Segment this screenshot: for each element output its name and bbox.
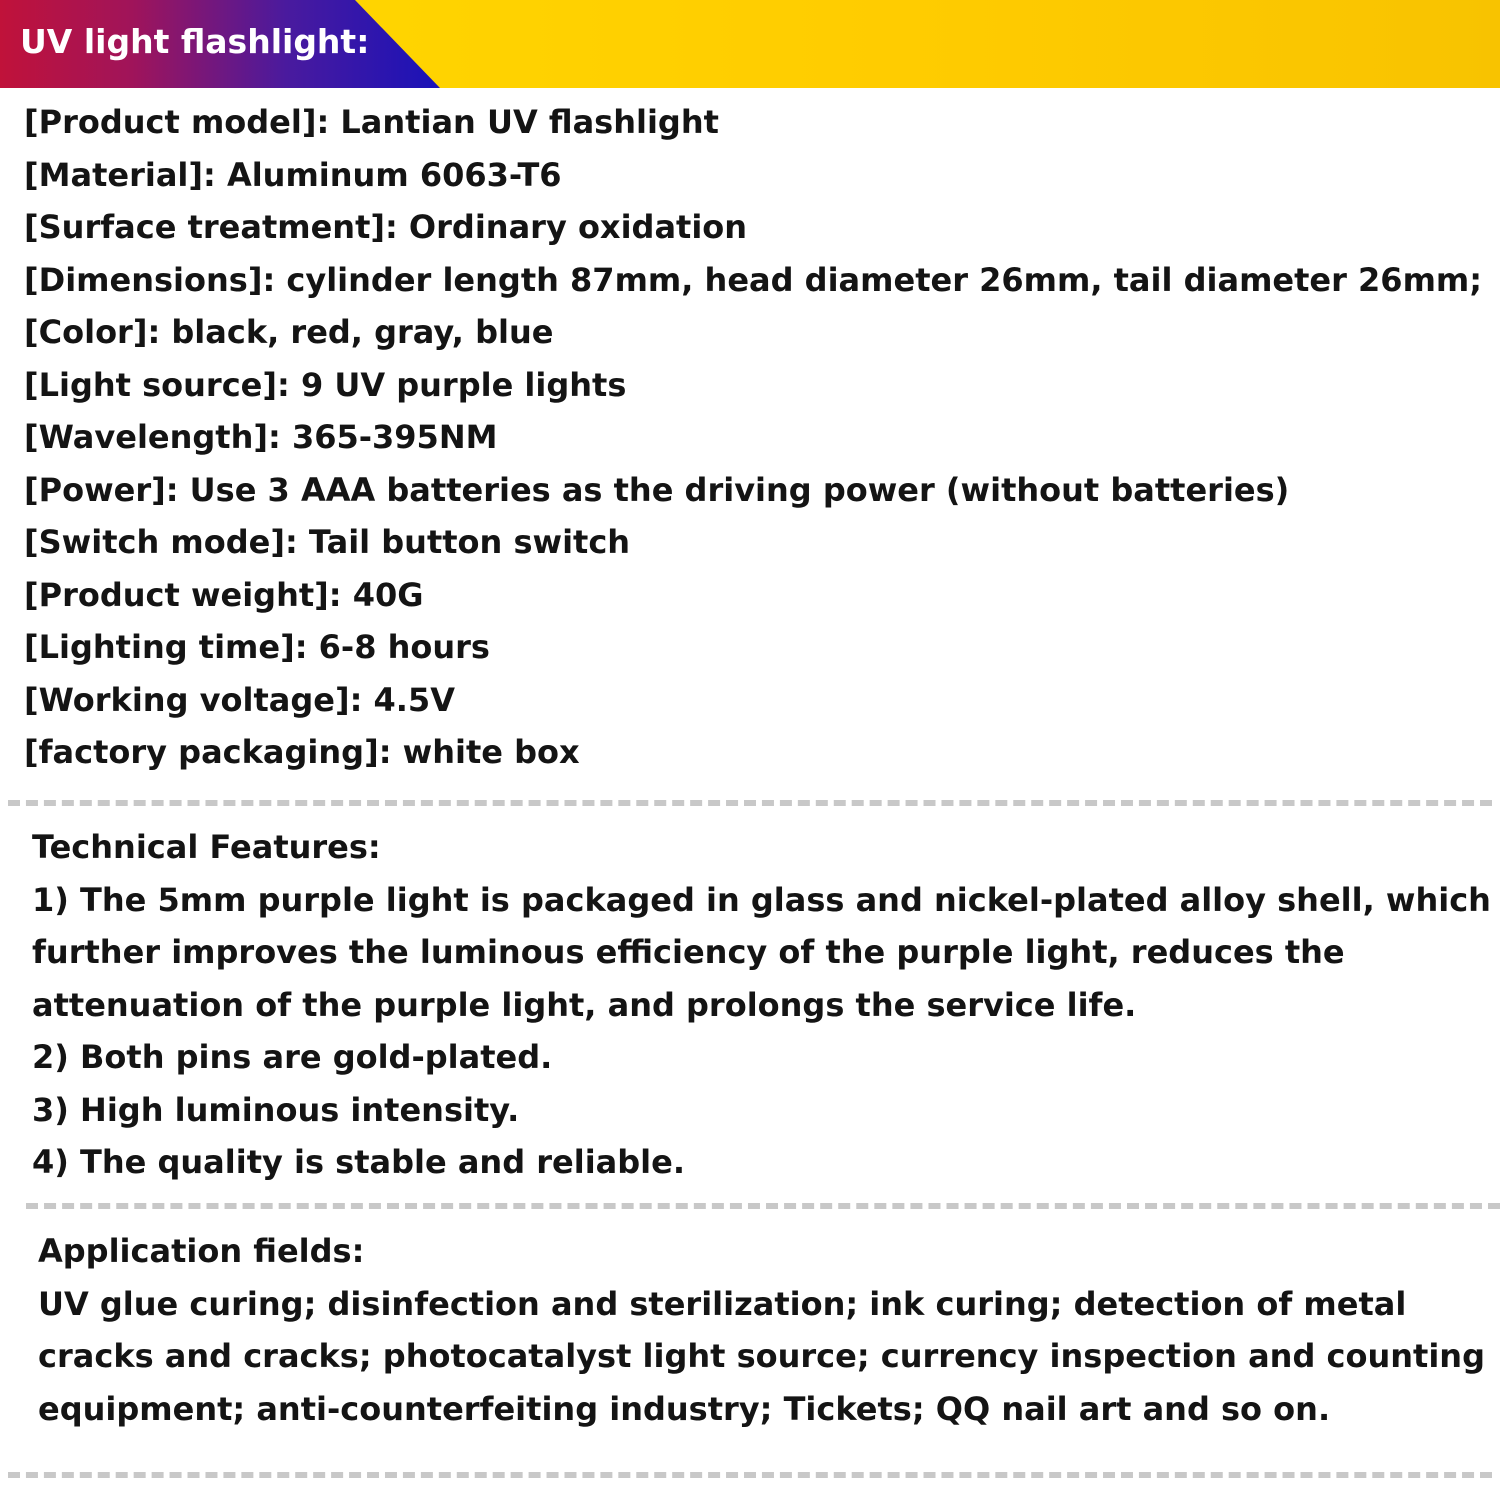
- feature-line: 4) The quality is stable and reliable.: [32, 1143, 685, 1181]
- application-line: cracks and cracks; photocatalyst light source; currency inspection and counting: [38, 1337, 1485, 1375]
- technical-features-section: [32, 821, 1491, 1189]
- spec-working-voltage: [Working voltage]: 4.5V: [24, 680, 455, 719]
- spec-power: [Power]: Use 3 AAA batteries as the driving power (without batteries): [24, 470, 1290, 509]
- spec-switch-mode: [Switch mode]: Tail button switch: [24, 523, 631, 561]
- spec-surface-treatment: [Surface treatment]: Ordinary oxidation: [24, 208, 748, 246]
- feature-line: further improves the luminous efficiency of the purple light, reduces the: [32, 933, 1345, 971]
- feature-line: 3) High luminous intensity.: [32, 1090, 520, 1129]
- spec-product-model: [Product model]: Lantian UV flashlight: [24, 103, 719, 141]
- spec-wavelength: [Wavelength]: 365-395NM: [24, 418, 498, 456]
- feature-line: 1) The 5mm purple light is packaged in glass and nickel-plated alloy shell, which: [32, 880, 1491, 919]
- spec-dimensions: [Dimensions]: cylinder length 87mm, head diameter 26mm, tail diameter 26mm;: [24, 260, 1483, 299]
- spec-product-weight: [Product weight]: 40G: [24, 575, 424, 614]
- applications-heading: Application fields:: [38, 1232, 365, 1270]
- spec-material: [Material]: Aluminum 6063-T6: [24, 155, 562, 194]
- spec-lighting-time: [Lighting time]: 6-8 hours: [24, 628, 490, 666]
- feature-line: 2) Both pins are gold-plated.: [32, 1038, 553, 1076]
- section-divider: [8, 800, 1492, 806]
- features-heading: Technical Features:: [32, 828, 381, 866]
- application-line: equipment; anti-counterfeiting industry; Tickets; QQ nail art and so on.: [38, 1389, 1331, 1428]
- section-divider: [8, 1472, 1492, 1478]
- spec-color: [Color]: black, red, gray, blue: [24, 313, 554, 351]
- section-divider: [26, 1203, 1500, 1209]
- page-title: UV light flashlight:: [20, 22, 370, 61]
- spec-list: [24, 96, 1484, 779]
- feature-line: attenuation of the purple light, and prolongs the service life.: [32, 985, 1137, 1024]
- spec-factory-packaging: [factory packaging]: white box: [24, 733, 580, 771]
- spec-light-source: [Light source]: 9 UV purple lights: [24, 365, 627, 404]
- application-line: UV glue curing; disinfection and sterilization; ink curing; detection of metal: [38, 1284, 1407, 1323]
- application-fields-section: [38, 1225, 1485, 1435]
